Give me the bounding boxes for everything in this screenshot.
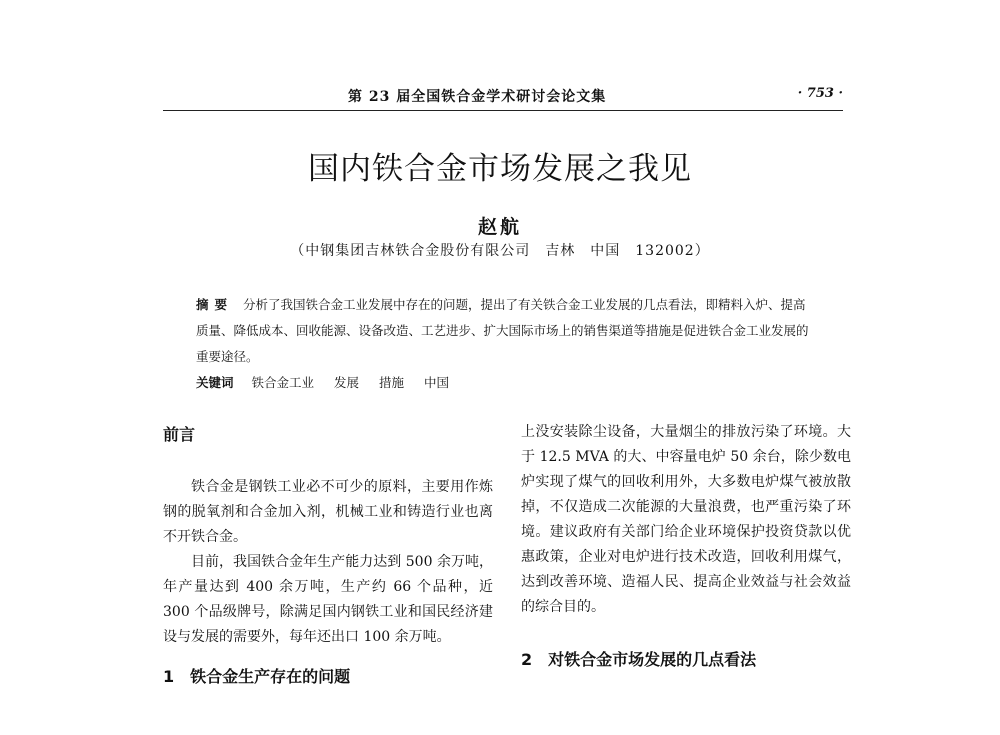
- page-number: · 753 ·: [797, 86, 843, 101]
- keywords: [196, 370, 465, 396]
- author-name: 赵航: [477, 216, 522, 238]
- running-header: [163, 84, 843, 111]
- intro-paragraph-2: 目前，我国铁合金年生产能力达到 500 余万吨，年产量达到 400 余万吨，生产约 66 个品种，近 300 个品级牌号，除满足国内钢铁工业和国民经济建设与发展的需要外，每年还出口 100 余万吨。: [163, 554, 493, 645]
- abstract: [196, 292, 816, 370]
- keyword: 发展: [334, 375, 360, 390]
- paper-title: 国内铁合金市场发展之我见: [308, 151, 692, 187]
- right-paragraph-1: 上没安装除尘设备，大量烟尘的排放污染了环境。大于 12.5 MVA 的大、中容量电炉 50 余台，除少数电炉实现了煤气的回收利用外，大多数电炉煤气被放散掉，不仅造成二次能源的大量浪费，也严重污染了环境。建议政府有关部门给企业环境保护投资贷款以优惠政策，企业对电炉进行技术改造，回收利用煤气，达到改善环境、造福人民、提高企业效益与社会效益的综合目的。: [521, 424, 851, 615]
- left-column: [163, 420, 493, 692]
- conference-name: 第 23 届全国铁合金学术研讨会论文集: [348, 89, 607, 105]
- abstract-label: 摘要: [196, 297, 234, 312]
- author-affiliation: （中钢集团吉林铁合金股份有限公司 吉林 中国 132002）: [290, 243, 710, 259]
- keyword: 铁合金工业: [251, 375, 315, 390]
- keywords-label: 关键词: [196, 375, 234, 390]
- intro-heading: 前言: [163, 425, 196, 444]
- intro-paragraph-1: 铁合金是钢铁工业必不可少的原料，主要用作炼钢的脱氧剂和合金加入剂，机械工业和铸造行业也离不开铁合金。: [163, 479, 493, 545]
- keyword: 中国: [424, 375, 450, 390]
- section-2-heading: 2 对铁合金市场发展的几点看法: [521, 650, 757, 669]
- right-column: [521, 420, 851, 675]
- keyword: 措施: [379, 375, 405, 390]
- section-1-heading: 1 铁合金生产存在的问题: [163, 667, 351, 686]
- abstract-text: 分析了我国铁合金工业发展中存在的问题，提出了有关铁合金工业发展的几点看法，即精料入炉、提高质量、降低成本、回收能源、设备改造、工艺进步、扩大国际市场上的销售渠道等措施是促进铁合金工业发展的重要途径。: [196, 297, 809, 364]
